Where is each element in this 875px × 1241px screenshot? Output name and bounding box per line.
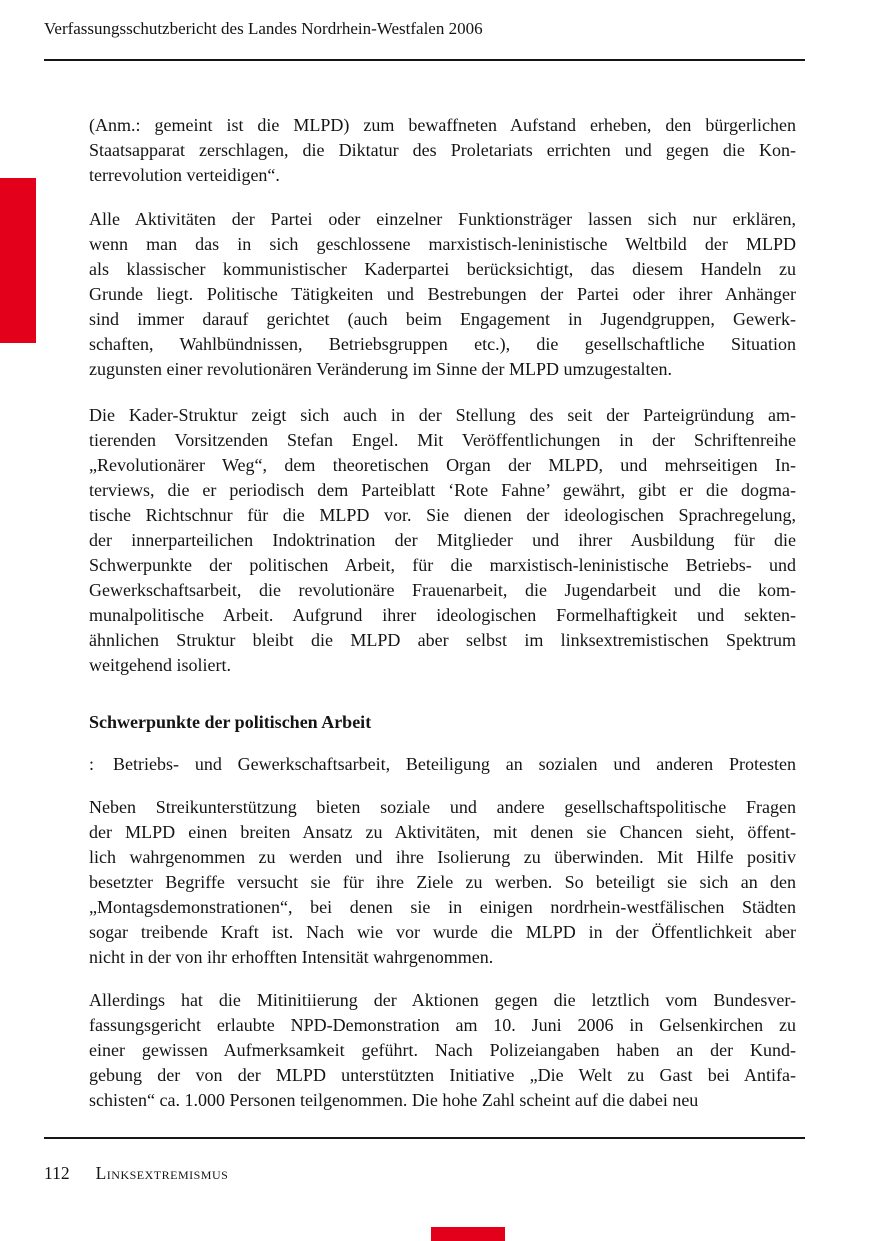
text-line: (Anm.: gemeint ist die MLPD) zum bewaffneten Aufstand erheben, den bürgerlichen	[89, 115, 796, 135]
text-line: der MLPD einen breiten Ansatz zu Aktivitäten, mit denen sie Chancen sieht, öffent-	[89, 822, 796, 842]
text-line: besetzter Begriffe versucht sie für ihre Ziele zu werben. So beteiligt sie sich an den	[89, 872, 796, 892]
text-line: tierenden Vorsitzenden Stefan Engel. Mit Veröffentlichungen in der Schriftenreihe	[89, 430, 796, 450]
body-text	[89, 113, 796, 1113]
page-footer	[44, 1161, 228, 1185]
text-line: schisten“ ca. 1.000 Personen teilgenommen. Die hohe Zahl scheint auf die dabei neu	[89, 1090, 699, 1110]
footer-section-label: Linksextremismus	[95, 1163, 229, 1183]
paragraph	[89, 988, 796, 1113]
text-line: zugunsten einer revolutionären Veränderung im Sinne der MLPD umzugestalten.	[89, 359, 673, 379]
text-line: der innerparteilichen Indoktrination der Mitglieder und ihrer Ausbildung für die	[89, 530, 796, 550]
list-item-marker: :	[89, 754, 95, 774]
text-line: einer gewissen Aufmerksamkeit geführt. Nach Polizeiangaben haben an der Kund-	[89, 1040, 796, 1060]
paragraph	[89, 795, 796, 970]
header-rule	[44, 59, 805, 61]
red-bottom-marker	[431, 1227, 505, 1241]
section-heading: Schwerpunkte der politischen Arbeit	[89, 712, 372, 732]
text-line: terviews, die er periodisch dem Parteiblatt ‘Rote Fahne’ gewährt, gibt er die dogma-	[89, 480, 796, 500]
red-margin-marker	[0, 178, 36, 343]
list-item-text: Betriebs- und Gewerkschaftsarbeit, Beteiligung an sozialen und anderen Protesten	[113, 754, 796, 774]
list-item	[89, 752, 796, 777]
text-line: nicht in der von ihr erhofften Intensität wahrgenommen.	[89, 947, 494, 967]
text-line: munalpolitische Arbeit. Aufgrund ihrer ideologischen Formelhaftigkeit und sekten-	[89, 605, 796, 625]
text-line: Allerdings hat die Mitinitiierung der Aktionen gegen die letztlich vom Bundesver-	[89, 990, 796, 1010]
text-line: lich wahrgenommen zu werden und ihre Isolierung zu überwinden. Mit Hilfe positiv	[89, 847, 796, 867]
text-line: Schwerpunkte der politischen Arbeit, für die marxistisch-leninistische Betriebs- und	[89, 555, 796, 575]
text-line: als klassischer kommunistischer Kaderpartei berücksichtigt, das diesem Handeln zu	[89, 259, 796, 279]
text-line: sind immer darauf gerichtet (auch beim Engagement in Jugendgruppen, Gewerk-	[89, 309, 796, 329]
paragraph	[89, 113, 796, 188]
text-line: „Montagsdemonstrationen“, bei denen sie in einigen nordrhein-westfälischen Städten	[89, 897, 796, 917]
text-line: terrevolution verteidigen“.	[89, 165, 280, 185]
text-line: fassungsgericht erlaubte NPD-Demonstration am 10. Juni 2006 in Gelsenkirchen zu	[89, 1015, 796, 1035]
running-header-title: Verfassungsschutzbericht des Landes Nordrhein-Westfalen 2006	[44, 19, 483, 38]
page-number: 112	[44, 1163, 70, 1183]
text-line: Grunde liegt. Politische Tätigkeiten und Bestrebungen der Partei oder ihrer Anhänger	[89, 284, 796, 304]
text-line: Die Kader-Struktur zeigt sich auch in der Stellung des seit der Parteigründung am-	[89, 405, 796, 425]
text-line: Staatsapparat zerschlagen, die Diktatur des Proletariats errichten und gegen die Kon-	[89, 140, 796, 160]
text-line: wenn man das in sich geschlossene marxistisch-leninistische Weltbild der MLPD	[89, 234, 796, 254]
text-line: schaften, Wahlbündnissen, Betriebsgruppen etc.), die gesellschaftliche Situation	[89, 334, 796, 354]
paragraph	[89, 207, 796, 382]
text-line: weitgehend isoliert.	[89, 655, 231, 675]
text-line: ähnlichen Struktur bleibt die MLPD aber selbst im linksextremistischen Spektrum	[89, 630, 796, 650]
footer-rule	[44, 1137, 805, 1139]
paragraph	[89, 403, 796, 678]
text-line: gebung der von der MLPD unterstützten Initiative „Die Welt zu Gast bei Antifa-	[89, 1065, 796, 1085]
text-line: Gewerkschaftsarbeit, die revolutionäre Frauenarbeit, die Jugendarbeit und die kom-	[89, 580, 796, 600]
text-line: Alle Aktivitäten der Partei oder einzelner Funktionsträger lassen sich nur erklären,	[89, 209, 796, 229]
text-line: tische Richtschnur für die MLPD vor. Sie dienen der ideologischen Sprachregelung,	[89, 505, 796, 525]
text-line: Neben Streikunterstützung bieten soziale und andere gesellschaftspolitische Fragen	[89, 797, 796, 817]
text-line: sogar treibende Kraft ist. Nach wie vor wurde die MLPD in der Öffentlichkeit aber	[89, 922, 796, 942]
text-line: „Revolutionärer Weg“, dem theoretischen Organ der MLPD, und mehrseitigen In-	[89, 455, 796, 475]
